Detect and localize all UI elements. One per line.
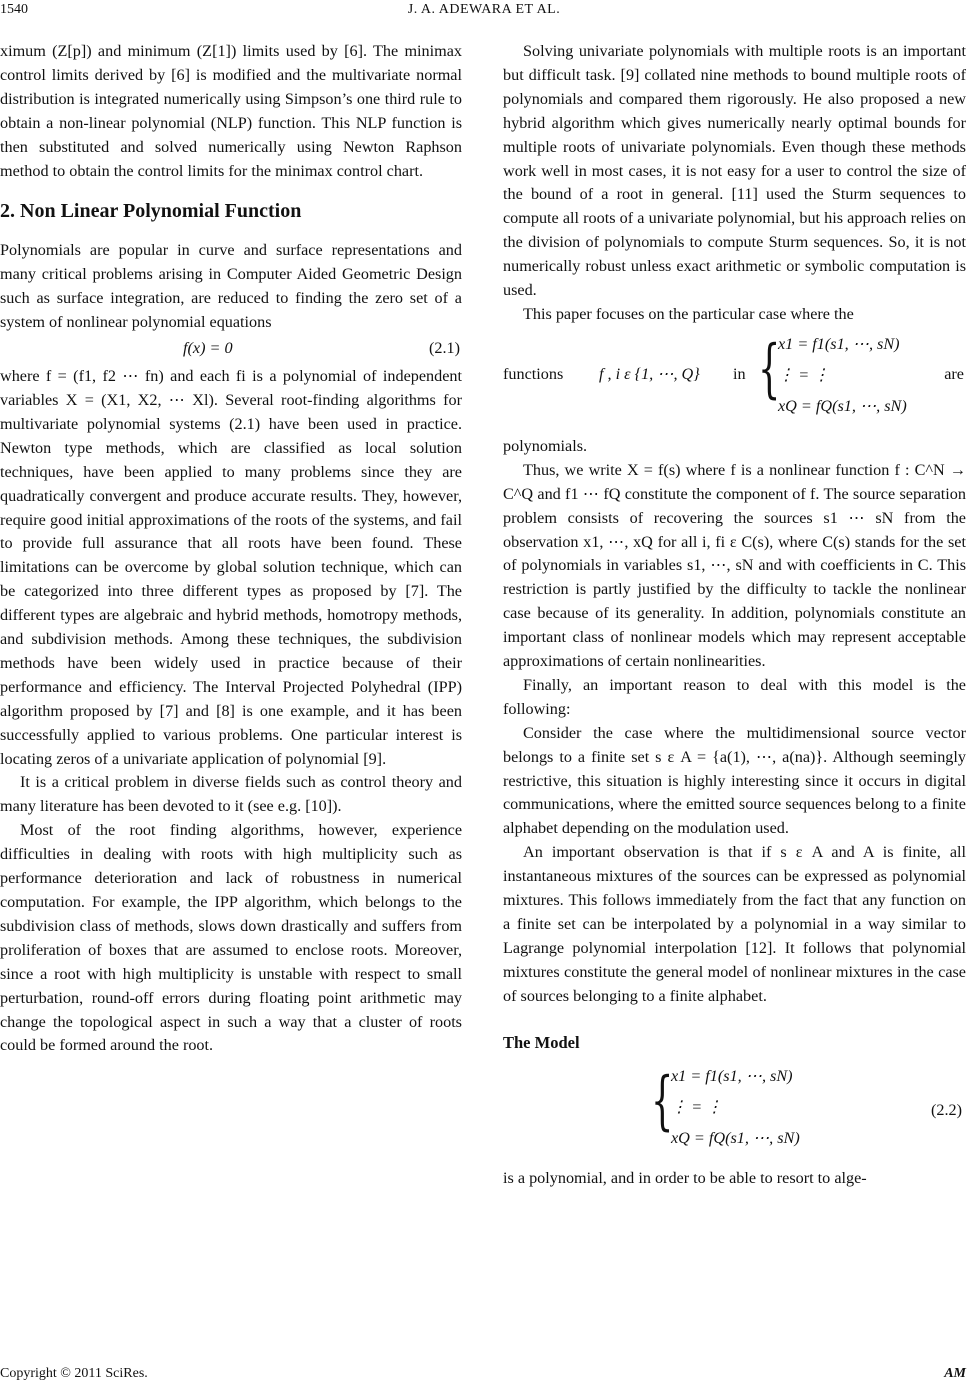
paragraph: Consider the case where the multidimensional source vector belongs to a finite set s ε A = {a(1), ⋯, a(na)}. Although seemingly restrictive, this situation is highly interesting since it occurs in digital communications, where the emitted source sequences belong to a finite alphabet depending on the modulation used. xyxy=(503,723,966,838)
equation-body: f(x) = 0 xyxy=(183,339,233,358)
functions-system xyxy=(503,327,966,435)
left-brace: { xyxy=(758,331,781,406)
model-row: x1 = f1(s1, ⋯, sN) xyxy=(671,1066,793,1085)
left-brace: { xyxy=(651,1063,674,1138)
paragraph: Thus, we write X = f(s) where f is a nonlinear function f : C^N → C^Q and f1 ⋯ fQ constitute the component of f. The source separation problem consists of recovering the sources s1 ⋯ sN from the observation x1, ⋯, xQ for all i, fi ε C(s), where C(s) stands for the set of polynomials in variables s1, ⋯, sN and with coefficients in C. This restriction is partly justified by the difficulty to tackle the nonlinear case because of its generality. In addition, polynomials constitute an important class of nonlinear models which may represent acceptable approximations of certain nonlinearities. xyxy=(503,460,966,671)
left-column xyxy=(0,40,462,1058)
footer-journal: AM xyxy=(944,1366,966,1381)
equation-2-1 xyxy=(0,335,462,365)
system-row: ⋮ = ⋮ xyxy=(778,365,830,384)
equation-number: (2.1) xyxy=(428,339,460,358)
model-equations xyxy=(503,1059,966,1167)
running-header-authors: J. A. ADEWARA ET AL. xyxy=(407,2,561,17)
page-number: 1540 xyxy=(0,2,28,17)
section-heading: 2. Non Linear Polynomial Function xyxy=(0,200,302,223)
paragraph: where f = (f1, f2 ⋯ fn) and each fi is a polynomial of independent variables X = (X1, X2, ⋯ Xl). Several root-finding algorithms for multivariate polynomial systems (2.1) have been used in practice. Newton type methods, which are classified as local solution techniques, have been applied to many problems since they are quadratically convergent and produce accurate results. They, however, require good initial approximations of the roots of the systems, and fail to provide full assurance that all roots have been found. These limitations can be overcome by global solution technique, which can be categorized into three different types as proposed by [7]. The different types are algebraic and hybrid methods, homotropy methods, and subdivision methods. Among these techniques, the subdivision methods have been widely used in practice because of their performance and efficiency. The Interval Projected Polyhedral (IPP) algorithm proposed by [7] and [8] is one example, and it has been successfully applied to various problems. One particular interest is locating zeros of a univariate application of polynomial [9]. xyxy=(0,367,462,768)
model-rows xyxy=(671,1061,800,1154)
paragraph: Polynomials are popular in curve and surface representations and many critical problems arising in Computer Aided Geometric Design such as surface integration, are reduced to finding the zero set of a system of nonlinear polynomial equations xyxy=(0,241,462,332)
right-column xyxy=(503,40,966,1190)
equation-number: (2.2) xyxy=(930,1100,962,1119)
functions-set: f , i ε {1, ⋯, Q} xyxy=(599,364,700,383)
model-row: xQ = fQ(s1, ⋯, sN) xyxy=(671,1128,800,1147)
paragraph: Most of the root finding algorithms, however, experience difficulties in dealing with roots with high multiplicity such as performance deterioration and lack of robustness in numerical computation. For example, the IPP algorithm, which belongs to the subdivision class of methods, slows down drastically and suffers from proliferation of boxes that are assumed to enclose roots. Moreover, since a root with high multiplicity is unstable with respect to small perturbation, round-off errors during floating point arithmetic may change the topological aspect in such a way that a cluster of roots could be formed around the root. xyxy=(0,821,462,1055)
paragraph: Finally, an important reason to deal with this model is the following: xyxy=(503,675,966,718)
system-rows xyxy=(778,329,907,422)
are-label: are xyxy=(944,364,964,383)
system-row: x1 = f1(s1, ⋯, sN) xyxy=(778,334,900,353)
paragraph: This paper focuses on the particular case where the xyxy=(523,304,854,323)
in-label: in xyxy=(733,364,746,383)
paragraph: An important observation is that if s ε A and A is finite, all instantaneous mixtures of the sources can be expressed as polynomial mixtures. This follows immediately from the fact that any function on a finite set can be interpolated by a polynomial in a way similar to Lagrange polynomial interpolation [12]. It follows that polynomial mixtures constitute the general model of nonlinear mixtures in the case of sources belonging to a finite alphabet. xyxy=(503,843,966,1005)
functions-label: functions xyxy=(503,364,564,383)
paragraph: is a polynomial, and in order to be able to resort to alge- xyxy=(503,1168,867,1187)
system-of-equations xyxy=(758,327,908,435)
paragraph: ximum (Z[p]) and minimum (Z[1]) limits used by [6]. The minimax control limits derived by [6] is modified and the multivariate normal distribution is integrated numerically using Simpson’s one third rule to obtain a non-linear polynomial (NLP) function. This NLP function is then substituted and solved numerically using Newton Raphson method to obtain the control limits for the minimax control chart. xyxy=(0,42,462,180)
system-row: xQ = fQ(s1, ⋯, sN) xyxy=(778,396,907,415)
paragraph: Solving univariate polynomials with multiple roots is an important but difficult task. [9] collated nine methods to bound multiple roots of polynomials and compared them rigorously. He also proposed a new hybrid algorithm which gives numerically nearly optimal bounds for multiple roots of univariate polynomials. Even though these methods work well in most cases, it is not easy for a user to control the size of the bound of a root in general. [11] used the Sturm sequences to compute all roots of a univariate polynomial, but his approach relies on the division of polynomials to compute Sturm sequences. So, it is not numerically robust unless exact arithmetic or symbolic computation is used. xyxy=(503,42,966,300)
model-row: ⋮ = ⋮ xyxy=(671,1097,723,1116)
subsection-heading: The Model xyxy=(503,1032,580,1052)
footer-copyright: Copyright © 2011 SciRes. xyxy=(0,1366,148,1381)
paragraph: It is a critical problem in diverse fields such as control theory and many literature has been devoted to it (see e.g. [10]). xyxy=(0,773,462,816)
paragraph: polynomials. xyxy=(503,436,588,455)
